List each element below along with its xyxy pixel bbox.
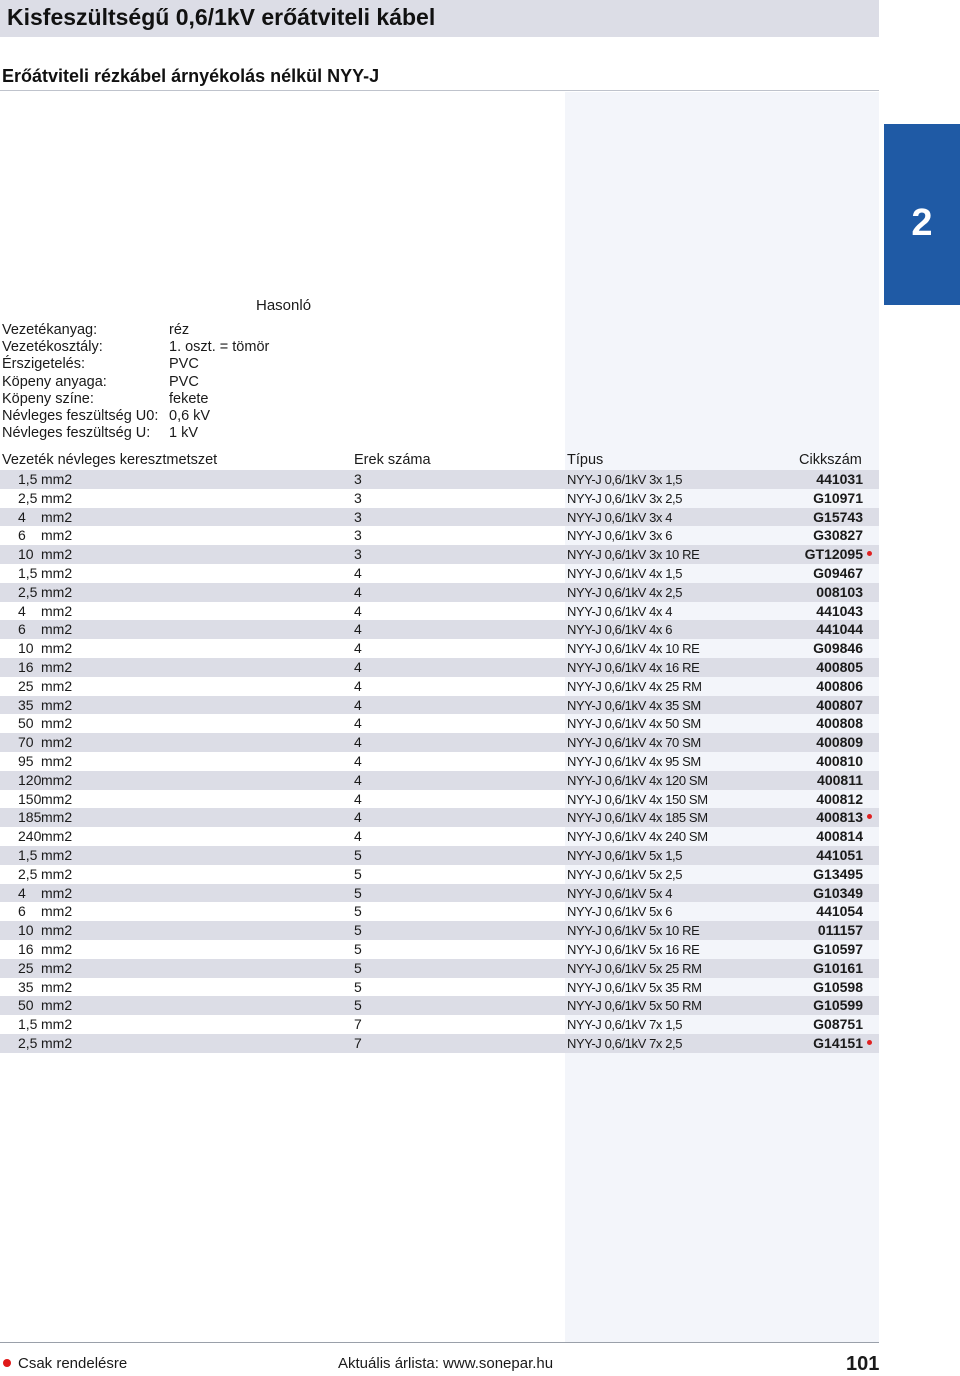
section-subtitle: Erőátviteli rézkábel árnyékolás nélkül NYY-J	[2, 66, 380, 86]
cross-section-unit: mm2	[41, 790, 73, 807]
cable-type: NYY-J 0,6/1kV 3x 10 RE	[567, 547, 700, 563]
article-number: 441044	[816, 621, 863, 638]
cross-section-value: 2,5	[18, 1034, 38, 1051]
cross-section-unit: mm2	[41, 564, 73, 581]
table-row	[0, 658, 879, 677]
spec-label: Köpeny anyaga:	[2, 373, 107, 390]
spec-value: 1. oszt. = tömör	[169, 339, 270, 356]
cable-type: NYY-J 0,6/1kV 4x 25 RM	[567, 678, 702, 694]
table-row	[0, 602, 879, 621]
cable-type: NYY-J 0,6/1kV 5x 16 RE	[567, 941, 700, 957]
product-table	[0, 470, 879, 1053]
cross-section-value: 4	[18, 508, 26, 525]
article-number: 011157	[817, 922, 863, 939]
cable-type: NYY-J 0,6/1kV 3x 2,5	[567, 490, 683, 506]
table-row	[0, 902, 879, 921]
core-count: 3	[354, 546, 362, 563]
core-count: 5	[354, 846, 362, 863]
cross-section-value: 25	[18, 677, 34, 694]
cross-section-value: 2,5	[18, 489, 38, 506]
cable-type: NYY-J 0,6/1kV 5x 10 RE	[567, 923, 700, 939]
article-number: 400814	[816, 828, 863, 845]
article-number: 441031	[816, 471, 863, 487]
order-only-dot-icon	[867, 1040, 872, 1045]
table-row	[0, 639, 879, 658]
cross-section-value: 2,5	[18, 583, 38, 600]
cross-section-value: 10	[18, 546, 34, 563]
cross-section-value: 150	[18, 790, 42, 807]
order-only-note: Csak rendelésre	[18, 1355, 128, 1372]
core-count: 5	[354, 940, 362, 957]
cross-section-unit: mm2	[41, 583, 73, 600]
cross-section-value: 25	[18, 959, 34, 976]
cable-type: NYY-J 0,6/1kV 3x 1,5	[567, 472, 683, 487]
core-count: 3	[354, 508, 362, 525]
spec-label: Köpeny színe:	[2, 390, 94, 407]
cross-section-value: 6	[18, 527, 26, 544]
core-count: 4	[354, 677, 362, 694]
table-row	[0, 884, 879, 903]
cross-section-unit: mm2	[41, 696, 73, 713]
table-header	[0, 452, 879, 470]
cable-type: NYY-J 0,6/1kV 4x 6	[567, 622, 673, 638]
cross-section-unit: mm2	[41, 734, 73, 751]
cross-section-unit: mm2	[41, 865, 73, 882]
spec-label: Névleges feszültség U:	[2, 425, 151, 442]
spec-label: Névleges feszültség U0:	[2, 407, 159, 424]
cross-section-value: 16	[18, 940, 34, 957]
table-row	[0, 677, 879, 696]
core-count: 7	[354, 1016, 362, 1033]
cross-section-unit: mm2	[41, 527, 73, 544]
spec-value: réz	[169, 322, 190, 338]
core-count: 4	[354, 564, 362, 581]
table-row	[0, 959, 879, 978]
core-count: 4	[354, 809, 362, 826]
cable-type: NYY-J 0,6/1kV 4x 185 SM	[567, 810, 708, 826]
table-row	[0, 620, 879, 639]
cable-type: NYY-J 0,6/1kV 5x 50 RM	[567, 998, 702, 1014]
article-number: 400813	[816, 809, 863, 826]
article-number: G14151	[813, 1034, 863, 1051]
core-count: 4	[354, 734, 362, 751]
chapter-tab	[884, 124, 960, 305]
spec-value: 0,6 kV	[169, 407, 211, 424]
article-number: GT12095	[804, 546, 863, 563]
core-count: 4	[354, 583, 362, 600]
cross-section-unit: mm2	[41, 508, 73, 525]
article-number: G30827	[813, 527, 863, 544]
header-type: Típus	[567, 452, 604, 468]
cross-section-value: 6	[18, 621, 26, 638]
table-row	[0, 808, 879, 827]
title-bar	[0, 0, 879, 37]
cable-type: NYY-J 0,6/1kV 4x 10 RE	[567, 641, 700, 657]
cable-type: NYY-J 0,6/1kV 5x 25 RM	[567, 960, 702, 976]
cross-section-unit: mm2	[41, 1034, 73, 1051]
article-number: 400807	[816, 696, 863, 713]
cross-section-unit: mm2	[41, 715, 73, 732]
cross-section-unit: mm2	[41, 903, 73, 920]
table-row	[0, 827, 879, 846]
article-number: 400812	[816, 790, 863, 807]
core-count: 5	[354, 997, 362, 1014]
table-row	[0, 489, 879, 508]
cable-type: NYY-J 0,6/1kV 5x 2,5	[567, 866, 683, 882]
cross-section-value: 2,5	[18, 865, 38, 882]
cross-section-unit: mm2	[41, 997, 73, 1014]
core-count: 4	[354, 658, 362, 675]
core-count: 5	[354, 903, 362, 920]
spec-value: fekete	[169, 390, 209, 407]
table-row	[0, 470, 879, 489]
cable-type: NYY-J 0,6/1kV 3x 4	[567, 509, 673, 525]
core-count: 5	[354, 884, 362, 901]
cable-type: NYY-J 0,6/1kV 4x 150 SM	[567, 791, 708, 807]
table-row	[0, 752, 879, 771]
cross-section-unit: mm2	[41, 677, 73, 694]
cross-section-value: 70	[18, 734, 34, 751]
cable-type: NYY-J 0,6/1kV 7x 1,5	[567, 1017, 683, 1033]
article-number: 400810	[816, 752, 863, 769]
article-number: G10597	[813, 940, 863, 957]
core-count: 3	[354, 489, 362, 506]
cross-section-value: 10	[18, 640, 34, 657]
table-row	[0, 733, 879, 752]
cross-section-unit: mm2	[41, 771, 73, 788]
cable-type: NYY-J 0,6/1kV 4x 240 SM	[567, 829, 708, 845]
table-row	[0, 846, 879, 865]
core-count: 4	[354, 621, 362, 638]
cable-type: NYY-J 0,6/1kV 7x 2,5	[567, 1035, 683, 1051]
spec-label: Vezetékanyag:	[2, 322, 98, 338]
table-row	[0, 996, 879, 1015]
cross-section-value: 35	[18, 696, 34, 713]
core-count: 4	[354, 752, 362, 769]
table-row	[0, 696, 879, 715]
article-number: 441054	[816, 903, 863, 920]
core-count: 4	[354, 602, 362, 619]
cross-section-value: 16	[18, 658, 34, 675]
cross-section-unit: mm2	[41, 828, 73, 845]
cable-type: NYY-J 0,6/1kV 5x 1,5	[567, 847, 683, 863]
header-article-number: Cikkszám	[799, 452, 862, 468]
core-count: 4	[354, 696, 362, 713]
table-row	[0, 526, 879, 545]
spec-value: PVC	[169, 356, 199, 373]
cross-section-value: 50	[18, 715, 34, 732]
core-count: 3	[354, 527, 362, 544]
table-row	[0, 583, 879, 602]
article-number: G15743	[813, 508, 863, 525]
cross-section-value: 1,5	[18, 471, 38, 487]
core-count: 3	[354, 471, 362, 487]
cable-type: NYY-J 0,6/1kV 5x 6	[567, 904, 673, 920]
article-number: G10599	[813, 997, 863, 1014]
core-count: 4	[354, 828, 362, 845]
cable-type: NYY-J 0,6/1kV 4x 95 SM	[567, 753, 701, 769]
article-number: G10349	[813, 884, 863, 901]
article-number: 400809	[816, 734, 863, 751]
order-only-dot-icon	[3, 1359, 11, 1367]
table-row	[0, 790, 879, 809]
cable-type: NYY-J 0,6/1kV 3x 6	[567, 528, 673, 544]
core-count: 5	[354, 922, 362, 939]
cross-section-unit: mm2	[41, 940, 73, 957]
cross-section-unit: mm2	[41, 922, 73, 939]
article-number: 441051	[816, 846, 863, 863]
core-count: 4	[354, 790, 362, 807]
cable-type: NYY-J 0,6/1kV 4x 120 SM	[567, 772, 708, 788]
article-number: G10161	[813, 959, 863, 976]
article-number: 441043	[816, 602, 863, 619]
cable-type: NYY-J 0,6/1kV 5x 4	[567, 885, 673, 901]
table-row	[0, 978, 879, 997]
article-number: G08751	[813, 1016, 863, 1033]
spec-value: 1 kV	[169, 425, 199, 442]
page-title: Kisfeszültségű 0,6/1kV erőátviteli kábel	[7, 4, 436, 30]
article-number: 400808	[816, 715, 863, 732]
header-cores: Erek száma	[354, 452, 431, 468]
core-count: 4	[354, 715, 362, 732]
chapter-number: 2	[911, 202, 933, 244]
core-count: 4	[354, 640, 362, 657]
article-number: 400805	[816, 658, 863, 675]
table-row	[0, 564, 879, 583]
core-count: 4	[354, 771, 362, 788]
cross-section-value: 1,5	[18, 846, 38, 863]
cable-type: NYY-J 0,6/1kV 4x 16 RE	[567, 659, 700, 675]
article-number: G10598	[813, 978, 863, 995]
table-row	[0, 714, 879, 733]
page-number: 101	[846, 1353, 880, 1375]
cross-section-unit: mm2	[41, 752, 73, 769]
core-count: 7	[354, 1034, 362, 1051]
cross-section-unit: mm2	[41, 959, 73, 976]
cable-type: NYY-J 0,6/1kV 5x 35 RM	[567, 979, 702, 995]
table-row	[0, 940, 879, 959]
spec-label: Érszigetelés:	[2, 356, 86, 373]
cross-section-unit: mm2	[41, 978, 73, 995]
image-caption: Hasonló	[256, 297, 312, 314]
table-row	[0, 508, 879, 527]
cross-section-unit: mm2	[41, 471, 73, 487]
cross-section-value: 1,5	[18, 564, 38, 581]
table-row	[0, 545, 879, 564]
table-row	[0, 865, 879, 884]
cross-section-value: 50	[18, 997, 34, 1014]
article-number: G09467	[813, 564, 863, 581]
cross-section-value: 120	[18, 771, 42, 788]
table-row	[0, 1015, 879, 1034]
cross-section-value: 10	[18, 922, 34, 939]
table-row	[0, 1034, 879, 1053]
header-cross-section: Vezeték névleges keresztmetszet	[2, 452, 218, 468]
cable-type: NYY-J 0,6/1kV 4x 1,5	[567, 565, 683, 581]
cable-type: NYY-J 0,6/1kV 4x 35 SM	[567, 697, 701, 713]
core-count: 5	[354, 865, 362, 882]
order-only-dot-icon	[867, 551, 872, 556]
cross-section-unit: mm2	[41, 1016, 73, 1033]
cable-type: NYY-J 0,6/1kV 4x 2,5	[567, 584, 683, 600]
cross-section-value: 4	[18, 884, 26, 901]
spec-value: PVC	[169, 373, 199, 390]
cross-section-unit: mm2	[41, 489, 73, 506]
table-row	[0, 771, 879, 790]
article-number: 008103	[816, 583, 863, 600]
cross-section-value: 6	[18, 903, 26, 920]
cross-section-value: 240	[18, 828, 42, 845]
cross-section-unit: mm2	[41, 640, 73, 657]
cross-section-value: 35	[18, 978, 34, 995]
article-number: G09846	[813, 640, 863, 657]
cross-section-unit: mm2	[41, 621, 73, 638]
pricelist-note: Aktuális árlista: www.sonepar.hu	[338, 1355, 554, 1372]
core-count: 5	[354, 959, 362, 976]
article-number: 400806	[816, 677, 863, 694]
cable-type: NYY-J 0,6/1kV 4x 70 SM	[567, 735, 701, 751]
core-count: 5	[354, 978, 362, 995]
article-number: 400811	[817, 771, 863, 788]
article-number: G13495	[813, 865, 863, 882]
cross-section-value: 95	[18, 752, 34, 769]
cable-type: NYY-J 0,6/1kV 4x 50 SM	[567, 716, 701, 732]
cross-section-value: 185	[18, 809, 42, 826]
cross-section-value: 1,5	[18, 1016, 38, 1033]
cross-section-value: 4	[18, 602, 26, 619]
cross-section-unit: mm2	[41, 884, 73, 901]
cross-section-unit: mm2	[41, 602, 73, 619]
article-number: G10971	[813, 489, 863, 506]
order-only-dot-icon	[867, 814, 872, 819]
footer-divider	[0, 1342, 879, 1343]
table-row	[0, 921, 879, 940]
cross-section-unit: mm2	[41, 658, 73, 675]
cross-section-unit: mm2	[41, 809, 73, 826]
cable-type: NYY-J 0,6/1kV 4x 4	[567, 603, 673, 619]
subtitle-divider	[0, 90, 879, 91]
cross-section-unit: mm2	[41, 546, 73, 563]
spec-label: Vezetékosztály:	[2, 339, 103, 356]
cross-section-unit: mm2	[41, 846, 73, 863]
